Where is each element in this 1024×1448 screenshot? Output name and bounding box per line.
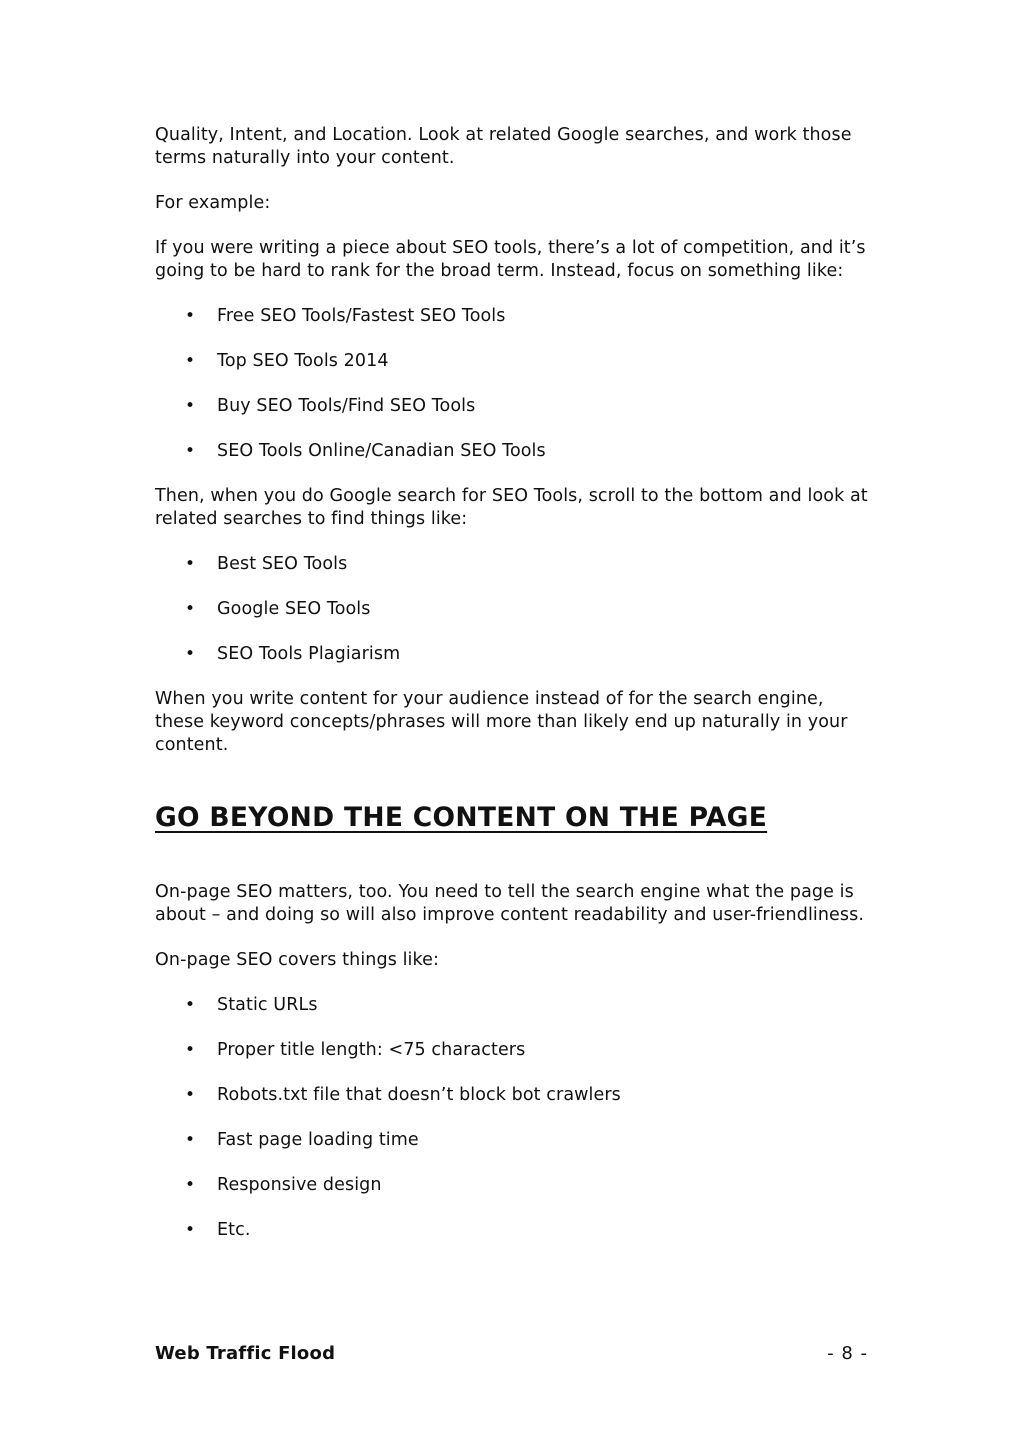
page-number: - 8 - [827, 1343, 868, 1364]
bullet-icon: • [185, 599, 196, 619]
list-item: • Static URLs [185, 995, 318, 1015]
list-item: • Proper title length: <75 characters [185, 1040, 526, 1060]
list-item: • Etc. [185, 1220, 251, 1240]
bullet-icon: • [185, 644, 196, 664]
list-item: • SEO Tools Online/Canadian SEO Tools [185, 441, 546, 461]
list-item: • Fast page loading time [185, 1130, 419, 1150]
paragraph-seo-tools: If you were writing a piece about SEO tools, there’s a lot of competition, and it’s going to be hard to rank for the broad term. Instead, focus on something like: [155, 238, 866, 281]
paragraph-audience: When you write content for your audience instead of for the search engine, these keyword concepts/phrases will more than likely end up naturally in your content. [155, 689, 848, 755]
bullet-icon: • [185, 351, 196, 371]
bullet-icon: • [185, 396, 196, 416]
footer-title: Web Traffic Flood [155, 1343, 336, 1364]
bullet-icon: • [185, 441, 196, 461]
bullet-icon: • [185, 1085, 196, 1105]
list-item: • Buy SEO Tools/Find SEO Tools [185, 396, 476, 416]
bullet-icon: • [185, 1130, 196, 1150]
section-heading: GO BEYOND THE CONTENT ON THE PAGE [155, 802, 768, 833]
list-item: • Top SEO Tools 2014 [185, 351, 389, 371]
paragraph-for-example: For example: [155, 193, 271, 213]
bullet-icon: • [185, 1175, 196, 1195]
paragraph-intro: Quality, Intent, and Location. Look at related Google searches, and work those terms naturally into your content. [155, 125, 852, 168]
paragraph-on-page-covers: On-page SEO covers things like: [155, 950, 439, 970]
bullet-icon: • [185, 1040, 196, 1060]
bullet-icon: • [185, 1220, 196, 1240]
document-body [155, 124, 870, 1264]
bullet-icon: • [185, 995, 196, 1015]
list-item: • Google SEO Tools [185, 599, 371, 619]
list-item: • Free SEO Tools/Fastest SEO Tools [185, 306, 506, 326]
paragraph-on-page-seo: On-page SEO matters, too. You need to tell the search engine what the page is about – and doing so will also improve content readability and user-friendliness. [155, 882, 865, 925]
on-page-seo-list [155, 994, 870, 1242]
keyword-list-1 [155, 305, 870, 463]
list-item: • Best SEO Tools [185, 554, 348, 574]
bullet-icon: • [185, 306, 196, 326]
keyword-list-2 [155, 553, 870, 666]
list-item: • Robots.txt file that doesn’t block bot crawlers [185, 1085, 621, 1105]
bullet-icon: • [185, 554, 196, 574]
paragraph-related-searches: Then, when you do Google search for SEO Tools, scroll to the bottom and look at related searches to find things like: [155, 486, 868, 529]
page-footer [155, 1342, 868, 1366]
list-item: • Responsive design [185, 1175, 382, 1195]
list-item: • SEO Tools Plagiarism [185, 644, 401, 664]
